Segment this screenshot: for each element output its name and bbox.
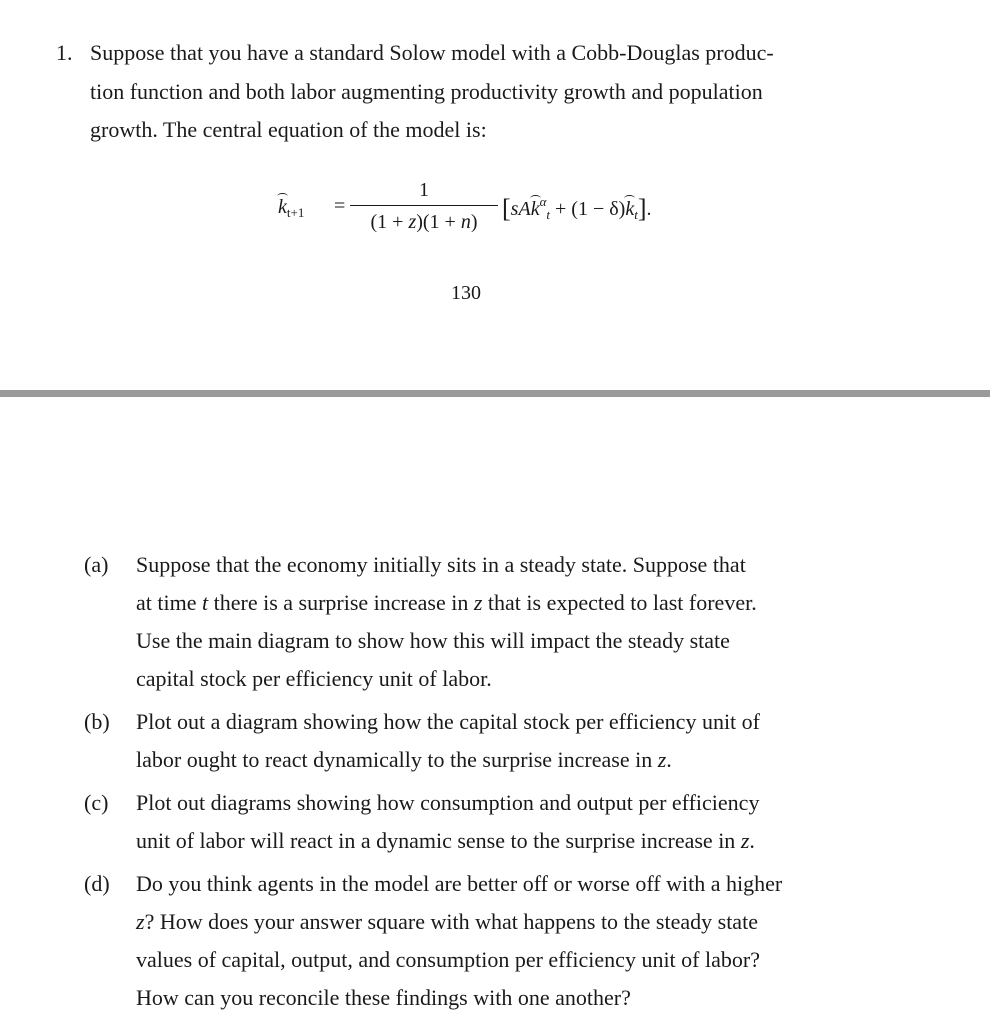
subpart-line: [136, 660, 914, 698]
text-run: at time: [136, 590, 202, 615]
fraction-bar: [350, 205, 498, 206]
text-run: capital stock per efficiency unit of labor.: [136, 666, 492, 691]
subpart-line: [136, 703, 914, 741]
subpart-label: (d): [84, 871, 110, 896]
math-var: z: [657, 747, 667, 772]
subpart-a: [84, 546, 914, 698]
subpart-line: [136, 865, 914, 903]
text-run: Plot out diagrams showing how consumption and output per efficiency: [136, 790, 760, 815]
subpart-line: [136, 584, 914, 622]
subpart-d: [84, 865, 914, 1017]
text-run: unit of labor will react in a dynamic sense to the surprise increase in: [136, 828, 741, 853]
page-separator: [0, 390, 990, 397]
central-equation: [278, 178, 718, 248]
problem-statement: [90, 34, 902, 150]
bracket-open: [: [502, 194, 511, 223]
text-run: Use the main diagram to show how this will impact the steady state: [136, 628, 730, 653]
t-subscript: t: [546, 207, 551, 222]
text-run: .: [666, 747, 672, 772]
k-hat: k: [278, 196, 287, 218]
math-var: z: [740, 828, 750, 853]
fraction: [350, 178, 498, 235]
den-z: z: [408, 211, 417, 233]
problem-line: tion function and both labor augmenting productivity growth and population: [90, 78, 763, 104]
subpart-line: [136, 941, 914, 979]
text-run: labor ought to react dynamically to the surprise increase in: [136, 747, 658, 772]
text-run: Suppose that the economy initially sits in a steady state. Suppose that: [136, 552, 746, 577]
equation-lhs: [278, 196, 304, 221]
subparts-list: [84, 546, 914, 1022]
math-var: t: [201, 590, 209, 615]
subpart-label: (b): [84, 709, 110, 734]
t-subscript: t: [634, 207, 638, 222]
text-run: ? How does your answer square with what happens to the steady state: [144, 909, 758, 934]
subpart-line: [136, 822, 914, 860]
subpart-line: [136, 784, 914, 822]
text-run: Do you think agents in the model are better off or worse off with a higher: [136, 871, 783, 896]
problem-line: growth. The central equation of the model is:: [90, 117, 487, 142]
math-var: z: [473, 590, 483, 615]
fraction-numerator: 1: [419, 179, 429, 201]
problem-line: Suppose that you have a standard Solow model with a Cobb-Douglas produc-: [90, 40, 774, 65]
k-hat: k: [530, 198, 540, 220]
previous-page: [0, 0, 990, 390]
lhs-subscript: t+1: [286, 205, 305, 220]
den-n: n: [460, 211, 471, 233]
page-number: 130: [451, 282, 481, 304]
equation-period: .: [646, 198, 652, 220]
text-run: values of capital, output, and consumption per efficiency unit of labor?: [136, 947, 760, 972]
problem-1: [56, 34, 916, 150]
subpart-b: [84, 703, 914, 779]
text-run: that is expected to last forever.: [482, 590, 757, 615]
math-var: z: [136, 909, 145, 934]
fraction-denominator: [350, 209, 498, 235]
k-hat: k: [625, 198, 635, 220]
text-run: there is a surprise increase in: [208, 590, 474, 615]
subpart-label: (c): [84, 790, 109, 815]
subpart-line: [136, 741, 914, 779]
subpart-label: (a): [84, 552, 109, 577]
den-part: )(1 +: [416, 211, 461, 233]
equals-sign: =: [334, 195, 346, 217]
problem-number: 1.: [56, 40, 73, 65]
subpart-c: [84, 784, 914, 860]
depreciation-term: + (1 − δ): [550, 198, 626, 220]
subpart-line: [136, 979, 914, 1017]
text-run: .: [749, 828, 755, 853]
subpart-line: [136, 622, 914, 660]
subpart-line: [136, 903, 914, 941]
den-part: (1 +: [370, 211, 409, 233]
den-part: ): [470, 211, 478, 233]
subpart-line: [136, 546, 914, 584]
bracket-close: ]: [637, 194, 647, 223]
alpha-exponent: α: [539, 194, 547, 209]
tfp: A: [518, 198, 531, 220]
text-run: How can you reconcile these findings with one another?: [136, 985, 631, 1010]
equation-rhs: [502, 194, 652, 224]
text-run: Plot out a diagram showing how the capital stock per efficiency unit of: [136, 709, 760, 734]
savings-rate: s: [510, 198, 519, 220]
